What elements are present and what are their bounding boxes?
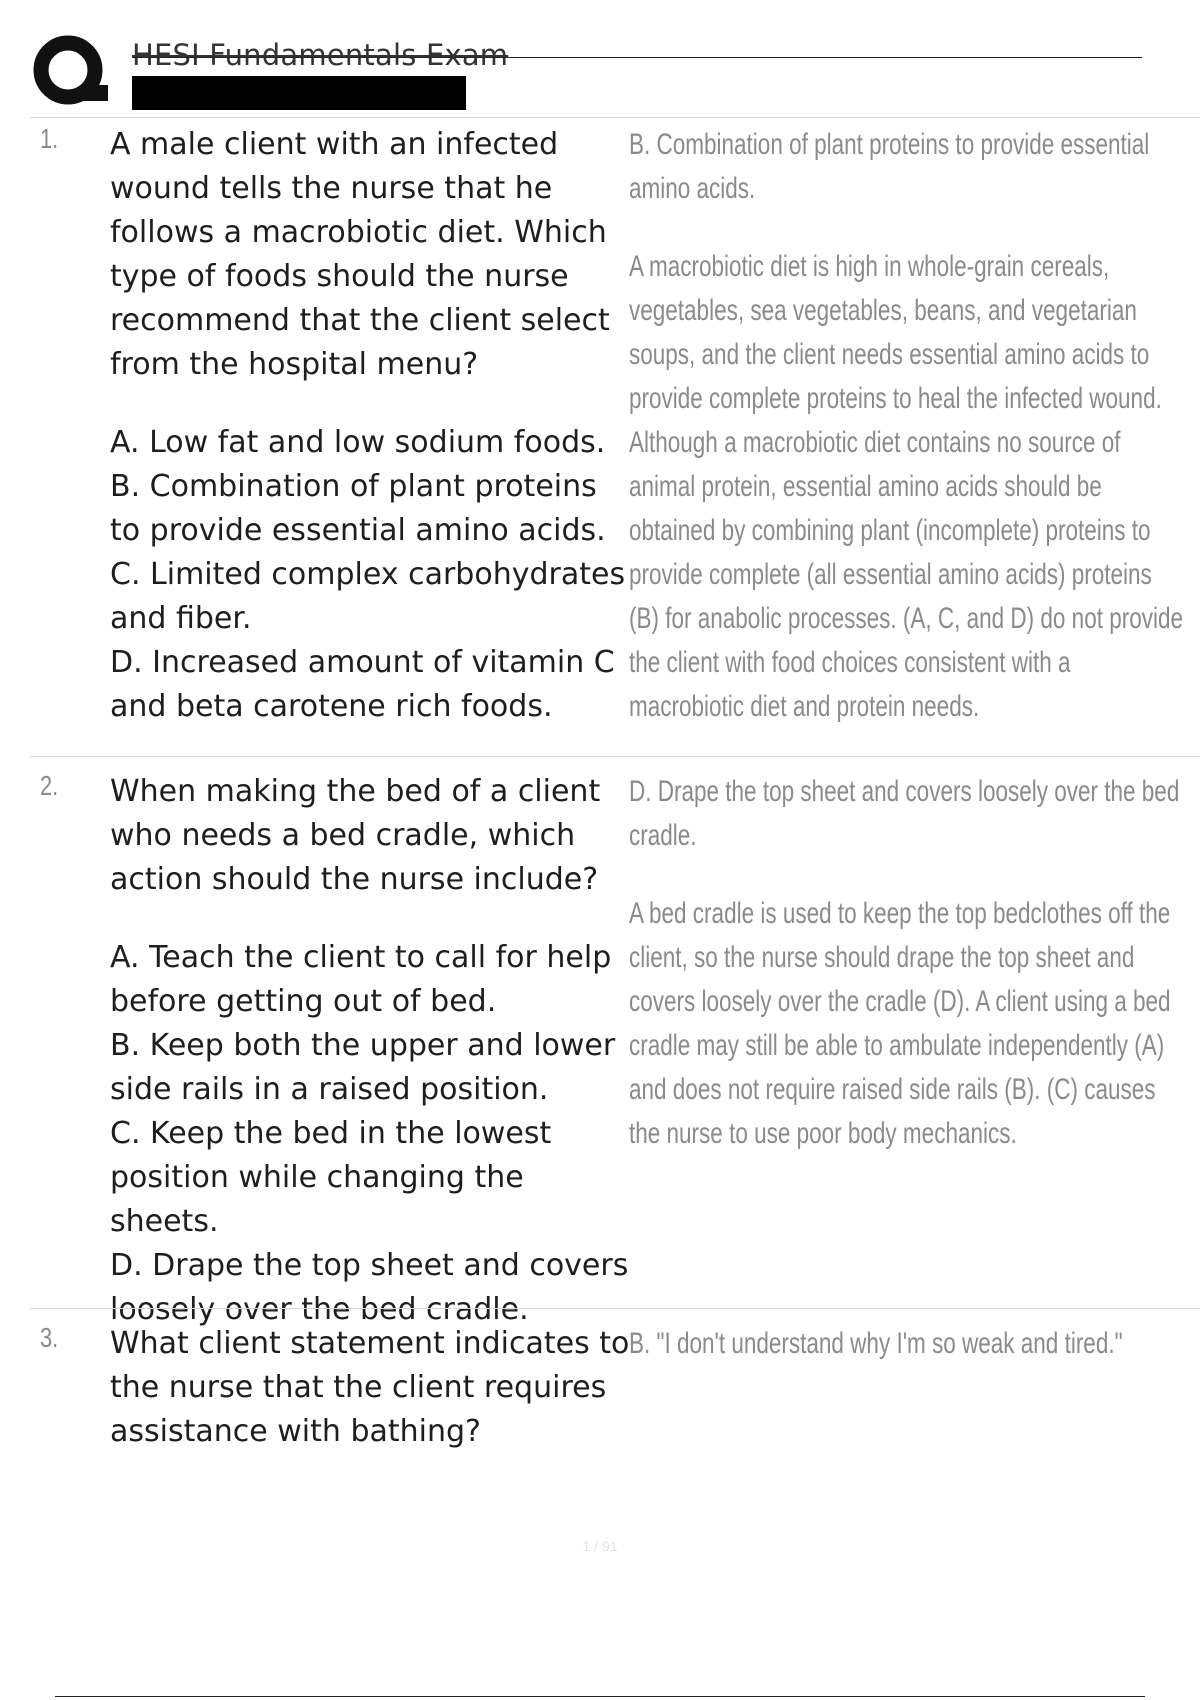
option-d: D. Drape the top sheet and covers loosely over the bed cradle. (110, 1248, 629, 1327)
circle-q-logo-icon (30, 30, 114, 114)
option-b: B. Combination of plant proteins to provide essential amino acids. (110, 469, 606, 548)
rationale: A bed cradle is used to keep the top bedclothes off the client, so the nurse should drape the top sheet and covers loosely over the cradle (D). A client using a bed cradle may still be able to ambulate independently (A) and does not require raised side rails (B). (C) causes the nurse to use poor body mechanics. (629, 897, 1171, 1150)
question-divider (30, 756, 1200, 757)
answer-column (629, 1322, 1184, 1366)
question-divider (30, 1308, 1200, 1309)
footer-rule (55, 1696, 1145, 1697)
option-c: C. Keep the bed in the lowest position while changing the sheets. (110, 1116, 552, 1239)
question-left-column (110, 123, 630, 729)
answer-column (629, 770, 1184, 1156)
question-stem: When making the bed of a client who needs a bed cradle, which action should the nurse include? (110, 774, 601, 897)
option-d: D. Increased amount of vitamin C and beta carotene rich foods. (110, 645, 615, 724)
redacted-block (132, 76, 466, 110)
question-number: 2. (40, 770, 59, 801)
page-number: 1 / 91 (582, 1538, 618, 1554)
document-title: HESI Fundamentals Exam (132, 38, 509, 72)
header-divider (30, 117, 1200, 118)
option-a: A. Teach the client to call for help before getting out of bed. (110, 940, 612, 1019)
option-c: C. Limited complex carbohydrates and fiber. (110, 557, 626, 636)
option-a: A. Low fat and low sodium foods. (110, 425, 606, 460)
title-rule (132, 57, 1142, 58)
answer-column (629, 123, 1184, 729)
question-number: 3. (40, 1322, 59, 1353)
question-left-column (110, 770, 630, 1332)
correct-answer: B. Combination of plant proteins to provide essential amino acids. (629, 128, 1150, 205)
option-b: B. Keep both the upper and lower side rails in a raised position. (110, 1028, 616, 1107)
correct-answer: D. Drape the top sheet and covers loosely over the bed cradle. (629, 775, 1180, 852)
rationale: A macrobiotic diet is high in whole-grain cereals, vegetables, sea vegetables, beans, and vegetarian soups, and the client needs essential amino acids to provide complete proteins to heal the infected wound. Although a macrobiotic diet contains no source of animal protein, essential amino acids should be obtained by combining plant (incomplete) proteins to provide complete (all essential amino acids) proteins (B) for anabolic processes. (A, C, and D) do not provide the client with food choices consistent with a macrobiotic diet and protein needs. (629, 250, 1184, 723)
question-stem: A male client with an infected wound tells the nurse that he follows a macrobiotic diet. Which type of foods should the nurse recommend that the client select from the hospital menu? (110, 127, 610, 382)
correct-answer: B. "I don't understand why I'm so weak and tired." (629, 1327, 1123, 1360)
question-left-column (110, 1322, 630, 1454)
question-stem: What client statement indicates to the nurse that the client requires assistance with bathing? (110, 1326, 630, 1449)
document-header (0, 0, 1200, 118)
question-number: 1. (40, 123, 59, 154)
